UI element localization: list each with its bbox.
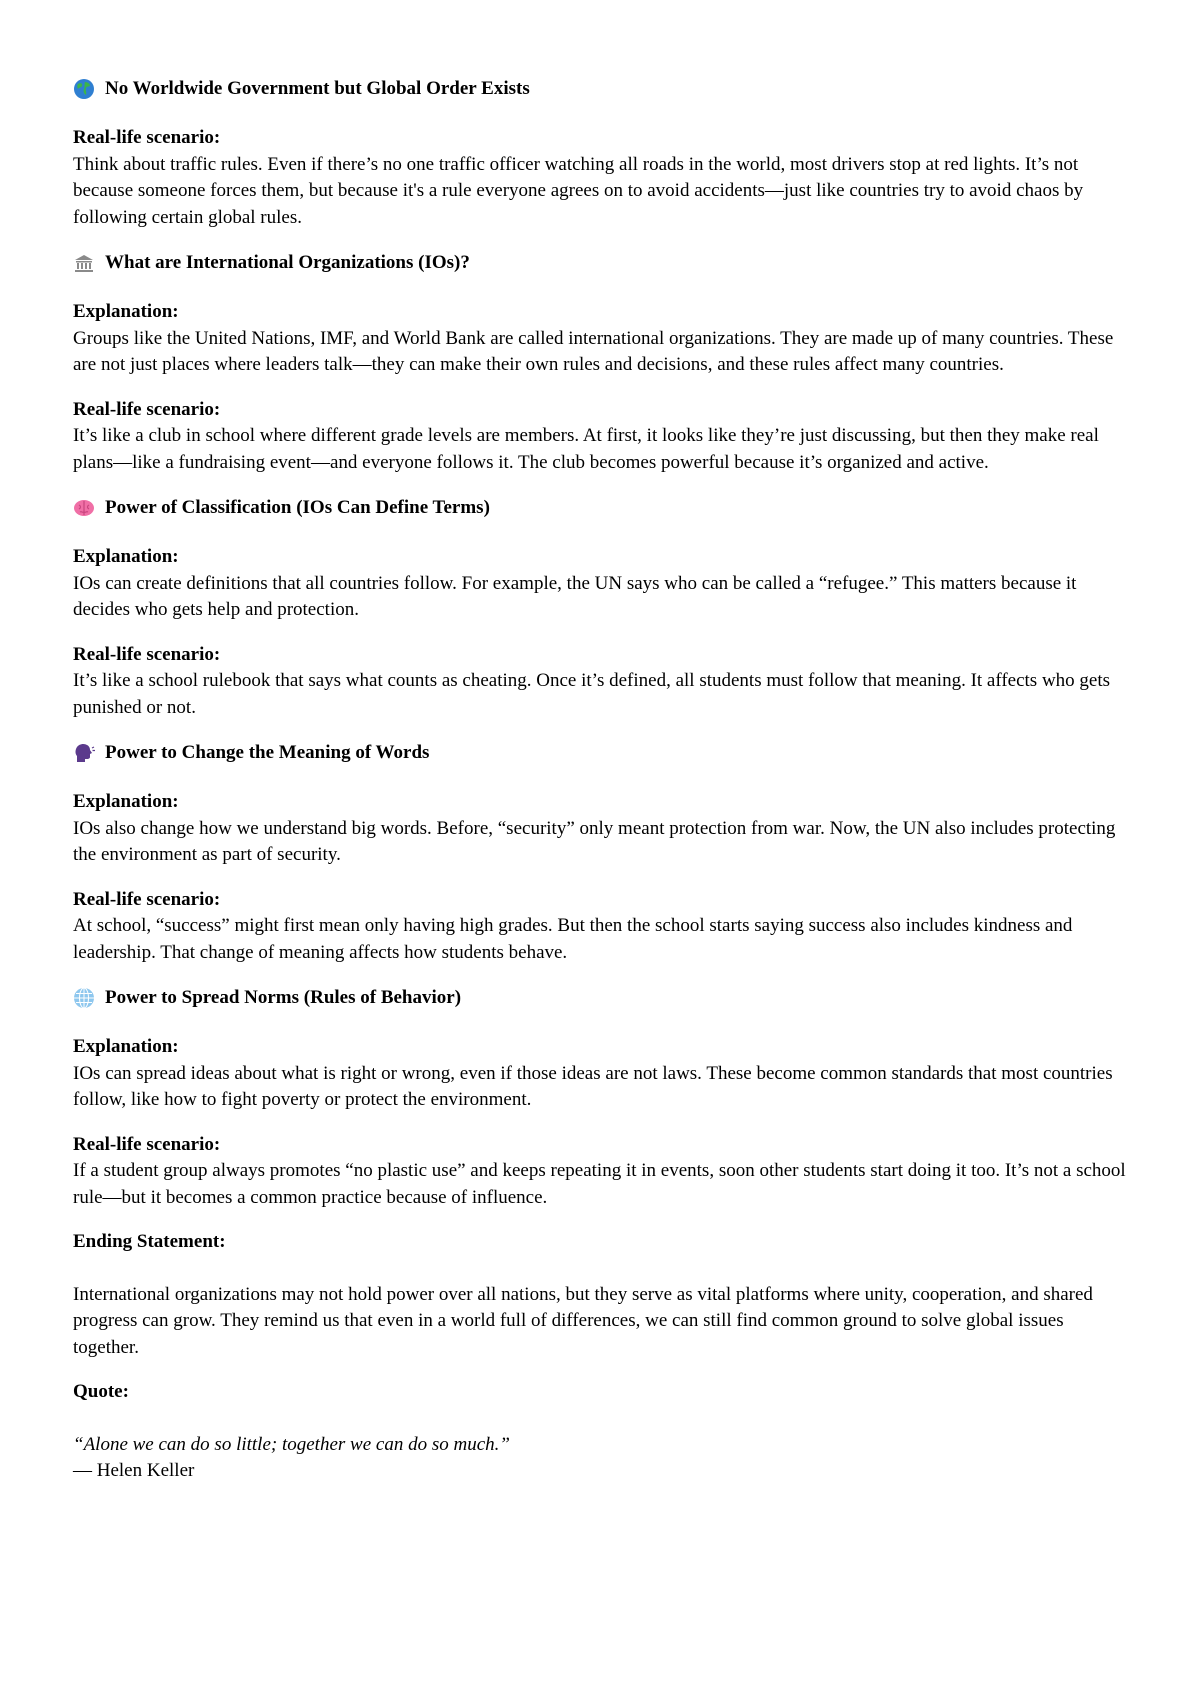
ending-statement	[73, 1229, 1133, 1361]
section-heading	[73, 494, 1133, 522]
scenario-text: It’s like a school rulebook that says what counts as cheating. Once it’s defined, all students must follow that meaning. It affects who gets punished or not.	[73, 670, 1111, 718]
section-global-order	[73, 75, 1133, 231]
quote-text: “Alone we can do so little; together we can do so much.”	[73, 1433, 510, 1455]
scenario-text: Think about traffic rules. Even if there’s no one traffic officer watching all roads in the world, most drivers stop at red lights. It’s not because someone forces them, but because it's a rule everyone agrees on to avoid accidents—just like countries try to avoid chaos by following certain global rules.	[73, 153, 1084, 228]
section-title: Power of Classification (IOs Can Define Terms)	[105, 496, 490, 518]
section-international-organizations	[73, 249, 1133, 476]
scenario-text: At school, “success” might first mean only having high grades. But then the school starts saying success also includes kindness and leadership. That change of meaning affects how students behave.	[73, 915, 1073, 963]
section-title: Power to Change the Meaning of Words	[105, 741, 430, 763]
explanation-label: Explanation:	[73, 1036, 179, 1057]
scenario-label: Real-life scenario:	[73, 643, 221, 665]
explanation-label: Explanation:	[73, 791, 179, 812]
section-power-of-classification	[73, 494, 1133, 721]
section-change-meaning-of-words	[73, 739, 1133, 966]
speaking-head-icon	[73, 742, 95, 764]
section-spread-norms	[73, 984, 1133, 1211]
scenario-label: Real-life scenario:	[73, 888, 221, 910]
ending-text: International organizations may not hold power over all nations, but they serve as vital platforms where unity, cooperation, and shared progress can grow. They remind us that even in a world full of differences, we can still find common ground to solve global issues together.	[73, 1283, 1093, 1358]
scenario-label: Real-life scenario:	[73, 1133, 221, 1155]
scenario-label: Real-life scenario:	[73, 127, 221, 148]
explanation-text: IOs can create definitions that all countries follow. For example, the UN says who can be called a “refugee.” This matters because it decides who gets help and protection.	[73, 572, 1077, 620]
explanation-label: Explanation:	[73, 546, 179, 567]
scenario-text: If a student group always promotes “no plastic use” and keeps repeating it in events, soon other students start doing it too. It’s not a school rule—but it becomes a common practice because of influence.	[73, 1160, 1126, 1208]
section-heading	[73, 249, 1133, 277]
quote-block	[73, 1379, 1133, 1485]
globe-meridians-icon	[73, 987, 95, 1009]
explanation-label: Explanation:	[73, 301, 179, 322]
classical-building-icon	[73, 252, 95, 274]
scenario-text: It’s like a club in school where different grade levels are members. At first, it looks like they’re just discussing, but then they make real plans—like a fundraising event—and everyone follows it. The club becomes powerful because it’s organized and active.	[73, 425, 1099, 473]
ending-label: Ending Statement:	[73, 1231, 226, 1252]
brain-icon	[73, 497, 95, 519]
explanation-text: IOs can spread ideas about what is right or wrong, even if those ideas are not laws. These become common standards that most countries follow, like how to fight poverty or protect the environment.	[73, 1062, 1113, 1110]
quote-author: — Helen Keller	[73, 1460, 195, 1481]
globe-icon	[73, 78, 95, 100]
section-heading	[73, 984, 1133, 1012]
section-heading	[73, 75, 1133, 103]
section-title: What are International Organizations (IOs)?	[105, 251, 470, 273]
scenario-label: Real-life scenario:	[73, 398, 221, 420]
section-heading	[73, 739, 1133, 767]
explanation-text: Groups like the United Nations, IMF, and World Bank are called international organizations. They are made up of many countries. These are not just places where leaders talk—they can make their own rules and decisions, and these rules affect many countries.	[73, 327, 1114, 375]
explanation-text: IOs also change how we understand big words. Before, “security” only meant protection from war. Now, the UN also includes protecting the environment as part of security.	[73, 817, 1116, 865]
document-page	[73, 75, 1133, 1485]
section-title: No Worldwide Government but Global Order Exists	[105, 77, 530, 99]
quote-label: Quote:	[73, 1381, 129, 1402]
section-title: Power to Spread Norms (Rules of Behavior)	[105, 986, 462, 1008]
